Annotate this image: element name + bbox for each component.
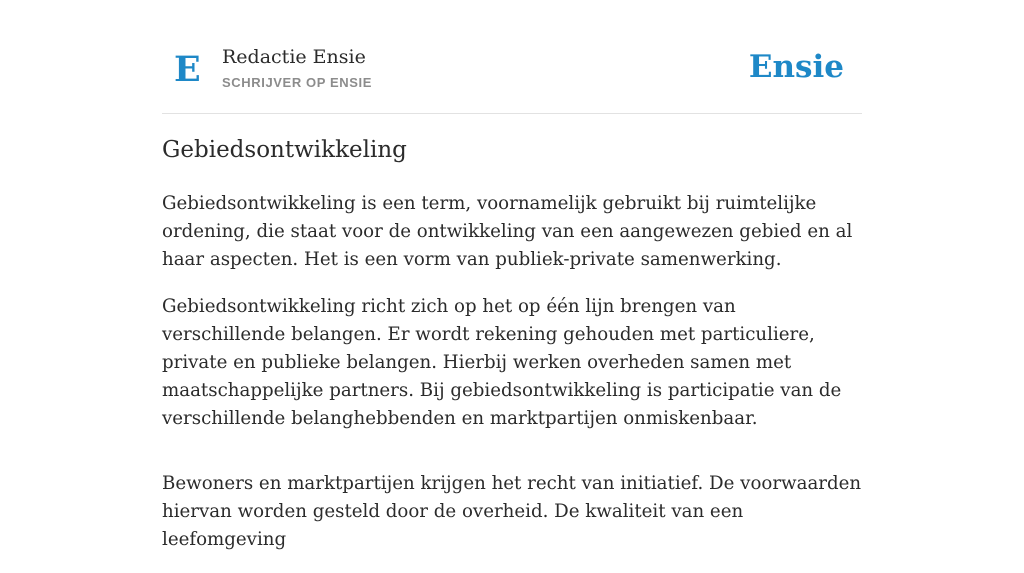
author-role: SCHRIJVER OP ENSIE bbox=[222, 75, 372, 90]
author-avatar[interactable]: E bbox=[174, 49, 201, 90]
author-header bbox=[162, 40, 862, 114]
brand-logo[interactable]: Ensie bbox=[748, 49, 844, 85]
article-title: Gebiedsontwikkeling bbox=[162, 137, 407, 163]
author-name[interactable]: Redactie Ensie bbox=[222, 46, 366, 68]
article-paragraph: Gebiedsontwikkeling is een term, voornamelijk gebruikt bij ruimtelijke ordening, die staat voor de ontwikkeling van een aangewezen gebied en al haar aspecten. Het is een vorm van publiek-private samenwerking. bbox=[162, 193, 853, 270]
article-paragraph: Bewoners en marktpartijen krijgen het recht van initiatief. De voorwaarden hiervan worden gesteld door de overheid. De kwaliteit van een leefomgeving bbox=[162, 473, 862, 550]
article-paragraph: Gebiedsontwikkeling richt zich op het op één lijn brengen van verschillende belangen. Er wordt rekening gehouden met particuliere, private en publieke belangen. Hierbij werken overheden samen met maatschappelijke partners. Bij gebiedsontwikkeling is participatie van de verschillende belanghebbenden en marktpartijen onmiskenbaar. bbox=[162, 296, 842, 429]
article-body bbox=[162, 190, 862, 573]
